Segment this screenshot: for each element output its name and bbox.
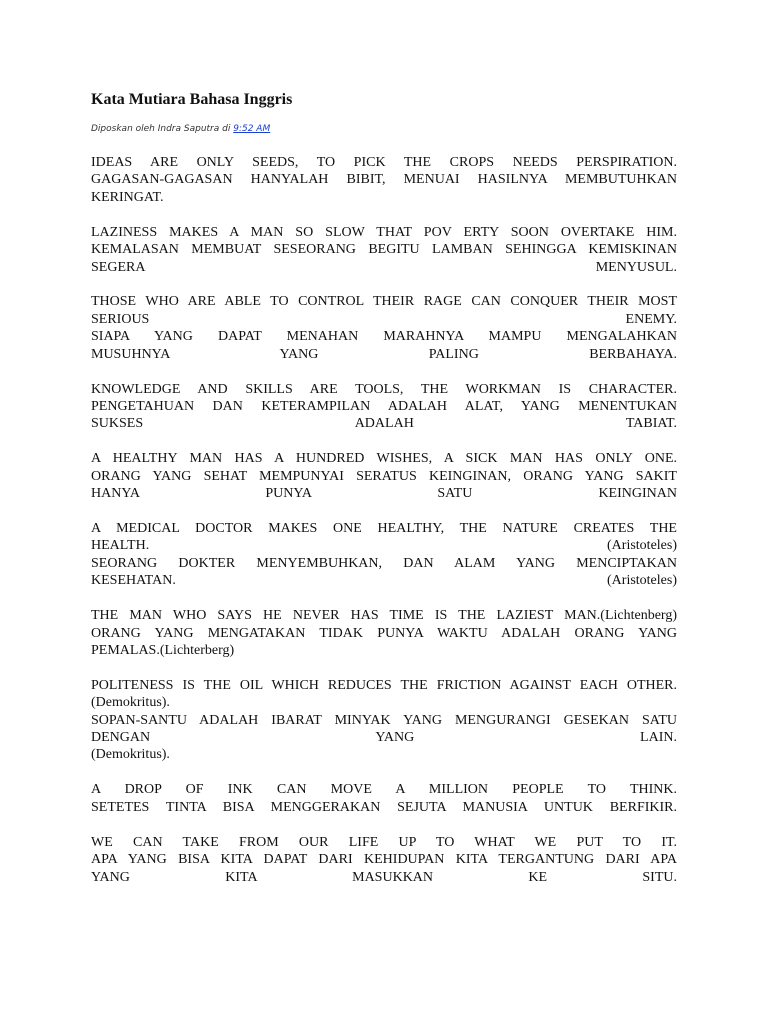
quote-line: HANYA PUNYA SATU KEINGINAN [91,486,677,502]
quote-line: THE MAN WHO SAYS HE NEVER HAS TIME IS THE LAZIEST MAN.(Lichtenberg) [91,608,677,624]
quote-line: DENGAN YANG LAIN. [91,730,677,746]
quote-line: GAGASAN-GAGASAN HANYALAH BIBIT, MENUAI HASILNYA MEMBUTUHKAN [91,172,677,188]
post-time-link[interactable]: 9:52 AM [233,124,271,134]
quote-line: A MEDICAL DOCTOR MAKES ONE HEALTHY, THE NATURE CREATES THE [91,521,677,536]
quote-line: SUKSES ADALAH TABIAT. [91,416,677,432]
quote-paragraph [91,834,677,886]
quote-line: (Demokritus). [91,747,170,763]
quote-line: KESEHATAN. (Aristoteles) [91,573,677,589]
quote-line: A DROP OF INK CAN MOVE A MILLION PEOPLE TO THINK. [91,782,677,798]
quote-paragraph [91,293,677,363]
quote-paragraph [91,381,677,433]
quote-line: KERINGAT. [91,189,164,205]
quote-line: LAZINESS MAKES A MAN SO SLOW THAT POV ERTY SOON OVERTAKE HIM. [91,224,677,240]
quote-line: KEMALASAN MEMBUAT SESEORANG BEGITU LAMBAN SEHINGGA KEMISKINAN [91,242,677,258]
quote-line: A HEALTHY MAN HAS A HUNDRED WISHES, A SICK MAN HAS ONLY ONE. [91,451,677,467]
post-body [91,154,677,886]
quote-paragraph [91,520,677,590]
blog-post [91,89,677,903]
quote-line: WE CAN TAKE FROM OUR LIFE UP TO WHAT WE PUT TO IT. [91,834,677,850]
quote-line: SEGERA MENYUSUL. [91,259,677,275]
quote-line: MUSUHNYA YANG PALING BERBAHAYA. [91,346,677,362]
quote-line: SERIOUS ENEMY. [91,311,677,327]
quote-line: (Demokritus). [91,695,170,711]
post-byline [91,123,677,135]
quote-line: SEORANG DOKTER MENYEMBUHKAN, DAN ALAM YANG MENCIPTAKAN [91,555,677,571]
quote-line: ORANG YANG SEHAT MEMPUNYAI SERATUS KEINGINAN, ORANG YANG SAKIT [91,468,677,484]
quote-paragraph [91,450,677,502]
quote-line: SETETES TINTA BISA MENGGERAKAN SEJUTA MANUSIA UNTUK BERFIKIR. [91,799,677,815]
quote-paragraph [91,781,677,816]
quote-line: PEMALAS.(Lichterberg) [91,642,235,658]
quote-line: PENGETAHUAN DAN KETERAMPILAN ADALAH ALAT, YANG MENENTUKAN [91,398,677,414]
quote-paragraph [91,677,677,764]
quote-line: IDEAS ARE ONLY SEEDS, TO PICK THE CROPS NEEDS PERSPIRATION. [91,155,677,170]
post-title: Kata Mutiara Bahasa Inggris [91,91,293,108]
quote-line: THOSE WHO ARE ABLE TO CONTROL THEIR RAGE CAN CONQUER THEIR MOST [91,294,677,310]
quote-paragraph [91,607,677,659]
quote-line: ORANG YANG MENGATAKAN TIDAK PUNYA WAKTU ADALAH ORANG YANG [91,625,677,641]
quote-line: HEALTH. (Aristoteles) [91,538,677,554]
quote-line: SOPAN-SANTU ADALAH IBARAT MINYAK YANG MENGURANGI GESEKAN SATU [91,712,677,728]
quote-line: KNOWLEDGE AND SKILLS ARE TOOLS, THE WORKMAN IS CHARACTER. [91,381,677,397]
quote-line: YANG KITA MASUKKAN KE SITU. [91,869,677,885]
quote-line: SIAPA YANG DAPAT MENAHAN MARAHNYA MAMPU MENGALAHKAN [91,329,677,345]
quote-paragraph [91,154,677,206]
quote-line: POLITENESS IS THE OIL WHICH REDUCES THE FRICTION AGAINST EACH OTHER. [91,677,677,693]
quote-paragraph [91,224,677,276]
quote-line: APA YANG BISA KITA DAPAT DARI KEHIDUPAN KITA TERGANTUNG DARI APA [91,852,677,868]
byline-author-text: Diposkan oleh Indra Saputra di [91,124,234,134]
